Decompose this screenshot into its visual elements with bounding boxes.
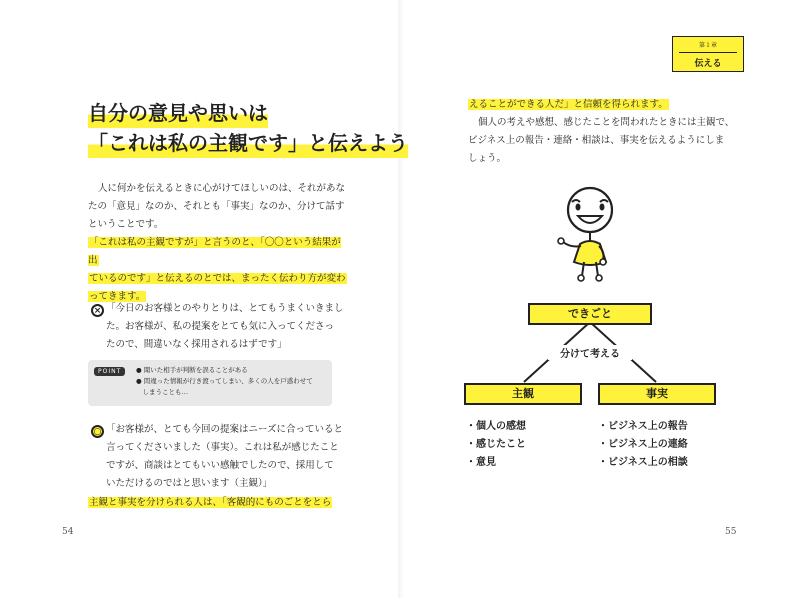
good-example-line: 「お客様が、とても今回の提案はニーズに合っていると bbox=[106, 424, 344, 435]
circle-mark-icon: ○ bbox=[91, 425, 104, 438]
continued-paragraph bbox=[468, 96, 738, 168]
chapter-name: 伝える bbox=[694, 59, 722, 69]
chapter-number: 第１章 bbox=[698, 42, 717, 49]
list-item: ・ビジネス上の相談 bbox=[598, 457, 688, 468]
chapter-tag bbox=[672, 36, 744, 72]
good-example-line: ですが、商談はとてもいい感触でしたので、採用して bbox=[106, 460, 334, 471]
good-example bbox=[106, 421, 350, 493]
list-item: ・個人の感想 bbox=[466, 421, 526, 432]
smiling-character-illustration bbox=[550, 186, 630, 286]
highlight-paragraph bbox=[88, 234, 348, 306]
highlight-line: ってきます。 bbox=[89, 291, 146, 302]
body-line: 個人の考えや感想、感じたことを問われたときには主観で、 bbox=[478, 117, 735, 128]
page-number-left: 54 bbox=[62, 527, 74, 537]
page-number-right: 55 bbox=[725, 527, 737, 537]
intro-line: たの「意見」なのか、それとも「事実」なのか、分けて話す bbox=[88, 201, 345, 212]
list-item: ・ビジネス上の連絡 bbox=[598, 439, 688, 450]
list-item: ・意見 bbox=[466, 457, 496, 468]
tag-divider bbox=[679, 52, 737, 53]
intro-line: ということです。 bbox=[88, 219, 164, 230]
body-line: しょう。 bbox=[468, 153, 507, 164]
intro-paragraph bbox=[88, 180, 348, 306]
good-example-line: いただけるのではと思います（主観）」 bbox=[106, 478, 273, 489]
bad-example-line: たので、間違いなく採用されるはずです」 bbox=[106, 339, 287, 350]
page-title bbox=[88, 98, 408, 158]
event-box: できごと bbox=[528, 303, 652, 325]
bad-example-line: 「今日のお客様とのやりとりは、とてもうまくいきまし bbox=[106, 303, 344, 314]
title-line-1: 自分の意見や思いは bbox=[88, 98, 268, 128]
bad-example bbox=[106, 300, 350, 354]
bad-example-line: た。お客様が、私の提案をとても気に入ってくださっ bbox=[106, 321, 335, 332]
point-box bbox=[88, 360, 332, 406]
point-line: しまうことも… bbox=[136, 388, 188, 396]
good-example-line: 言ってくださいました（事実）。これは私が感じたこと bbox=[106, 442, 339, 453]
highlight-line: ているのです」と伝えるのとでは、まったく伝わり方が変わ bbox=[89, 273, 346, 284]
point-badge: POINT bbox=[94, 367, 125, 376]
body-line: ビジネス上の報告・連絡・相談は、事実を伝えるようにしま bbox=[468, 135, 725, 146]
subjective-box: 主観 bbox=[464, 383, 582, 405]
point-line: ● 聞いた相手が判断を誤ることがある bbox=[136, 366, 248, 374]
list-item: ・感じたこと bbox=[466, 439, 526, 450]
objective-list bbox=[598, 418, 688, 472]
continued-line: えることができる人だ」と信頼を得られます。 bbox=[469, 99, 668, 110]
divide-label: 分けて考える bbox=[548, 345, 632, 360]
subjective-list bbox=[466, 418, 526, 472]
page-gutter bbox=[398, 0, 404, 598]
last-line bbox=[88, 494, 350, 512]
objective-box: 事実 bbox=[598, 383, 716, 405]
last-highlight-line: 主観と事実を分けられる人は、「客観的にものごとをとら bbox=[89, 497, 332, 508]
list-item: ・ビジネス上の報告 bbox=[598, 421, 688, 432]
point-line: ● 間違った情報が行き渡ってしまい、多くの人を戸惑わせて bbox=[136, 377, 313, 385]
highlight-line: 「これは私の主観ですが」と言うのと、「〇〇という結果が出 bbox=[88, 237, 341, 266]
title-line-2: 「これは私の主観です」と伝えよう bbox=[88, 128, 408, 158]
intro-line: 人に何かを伝えるときに心がけてほしいのは、それがあな bbox=[98, 183, 346, 194]
cross-mark-icon: × bbox=[91, 304, 104, 317]
